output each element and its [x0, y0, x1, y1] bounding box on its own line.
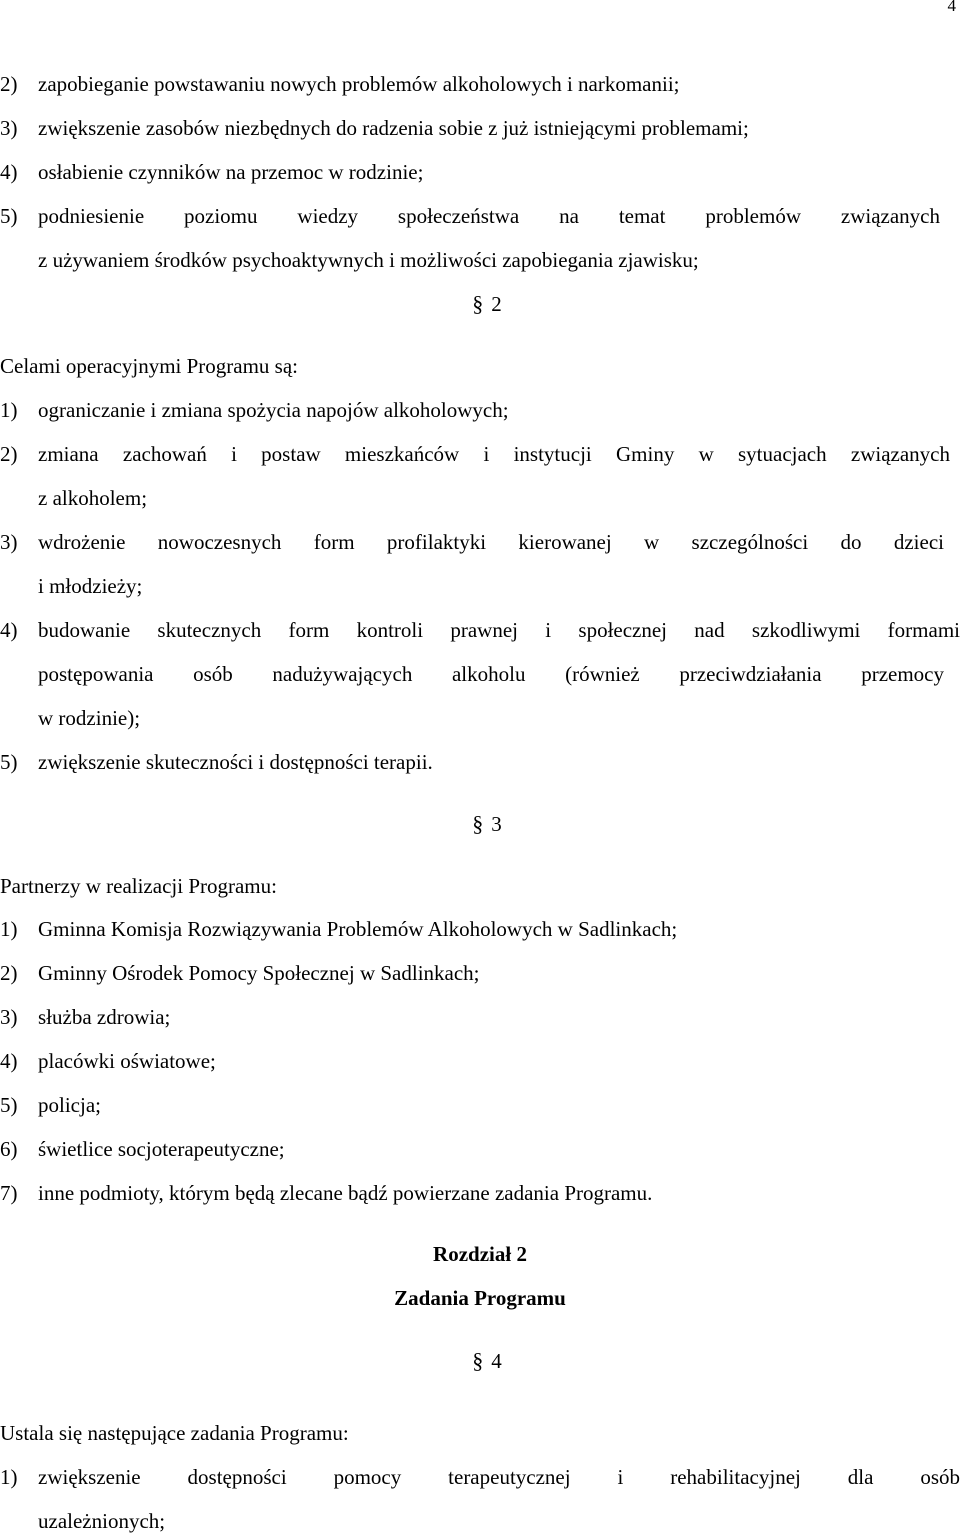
paragraph-intro: Ustala się następujące zadania Programu: [0, 1421, 349, 1445]
list-item-text: i młodzieży; [38, 574, 143, 598]
list-item-text: podniesienie poziomu wiedzy społeczeństwa na temat problemów związanych [38, 204, 940, 228]
list-item-text: zwiększenie dostępności pomocy terapeutycznej i rehabilitacyjnej dla osób [38, 1465, 960, 1489]
list-item-number: 6) [0, 1137, 18, 1161]
list-item-text: wdrożenie nowoczesnych form profilaktyki kierowanej w szczególności do dzieci [38, 530, 944, 554]
list-item-number: 1) [0, 1465, 18, 1489]
list-item-number: 5) [0, 750, 18, 774]
list-item-text: uzależnionych; [38, 1509, 166, 1533]
section-heading [0, 289, 960, 319]
list-item-text: osłabienie czynników na przemoc w rodzinie; [38, 160, 424, 184]
list-item-text: służba zdrowia; [38, 1005, 171, 1029]
list-item-text: inne podmioty, którym będą zlecane bądź powierzane zadania Programu. [38, 1181, 653, 1205]
section-number: 3 [491, 812, 502, 836]
list-item-text: placówki oświatowe; [38, 1049, 216, 1073]
list-item-number: 5) [0, 204, 18, 228]
section-number: 4 [491, 1349, 502, 1373]
list-item-text: zwiększenie skuteczności i dostępności terapii. [38, 750, 433, 774]
list-item-text: budowanie skutecznych form kontroli prawnej i społecznej nad szkodliwymi formami [38, 618, 960, 642]
list-item-number: 3) [0, 116, 18, 140]
list-item-number: 2) [0, 961, 18, 985]
list-item-text: świetlice socjoterapeutyczne; [38, 1137, 285, 1161]
list-item-number: 2) [0, 72, 18, 96]
section-symbol: § [472, 811, 484, 836]
chapter-subtitle: Zadania Programu [394, 1286, 566, 1310]
list-item-text: w rodzinie); [38, 706, 141, 730]
list-item-text: z używaniem środków psychoaktywnych i możliwości zapobiegania zjawisku; [38, 248, 699, 272]
list-item-text: Gminna Komisja Rozwiązywania Problemów Alkoholowych w Sadlinkach; [38, 917, 678, 941]
list-item-number: 2) [0, 442, 18, 466]
list-item-number: 1) [0, 398, 18, 422]
list-item-number: 5) [0, 1093, 18, 1117]
list-item-text: postępowania osób nadużywających alkoholu (również przeciwdziałania przemocy [38, 662, 944, 686]
list-item-number: 4) [0, 1049, 18, 1073]
list-item-text: zwiększenie zasobów niezbędnych do radzenia sobie z już istniejącymi problemami; [38, 116, 749, 140]
section-heading [0, 809, 960, 839]
list-item-text: zmiana zachowań i postaw mieszkańców i instytucji Gminy w sytuacjach związanych [38, 442, 950, 466]
list-item-number: 7) [0, 1181, 18, 1205]
list-item-text: Gminny Ośrodek Pomocy Społecznej w Sadlinkach; [38, 961, 480, 985]
page-number: 4 [947, 0, 956, 15]
list-item-number: 4) [0, 618, 18, 642]
list-item-number: 4) [0, 160, 18, 184]
section-heading [0, 1346, 960, 1376]
paragraph-intro: Celami operacyjnymi Programu są: [0, 354, 299, 378]
section-number: 2 [491, 292, 502, 316]
chapter-title: Rozdział 2 [433, 1242, 527, 1266]
list-item-number: 1) [0, 917, 18, 941]
list-item-text: z alkoholem; [38, 486, 148, 510]
section-symbol: § [472, 291, 484, 316]
paragraph-intro: Partnerzy w realizacji Programu: [0, 874, 277, 898]
list-item-number: 3) [0, 1005, 18, 1029]
list-item-text: policja; [38, 1093, 101, 1117]
list-item-text: zapobieganie powstawaniu nowych problemów alkoholowych i narkomanii; [38, 72, 680, 96]
list-item-text: ograniczanie i zmiana spożycia napojów alkoholowych; [38, 398, 509, 422]
section-symbol: § [472, 1348, 484, 1373]
list-item-number: 3) [0, 530, 18, 554]
